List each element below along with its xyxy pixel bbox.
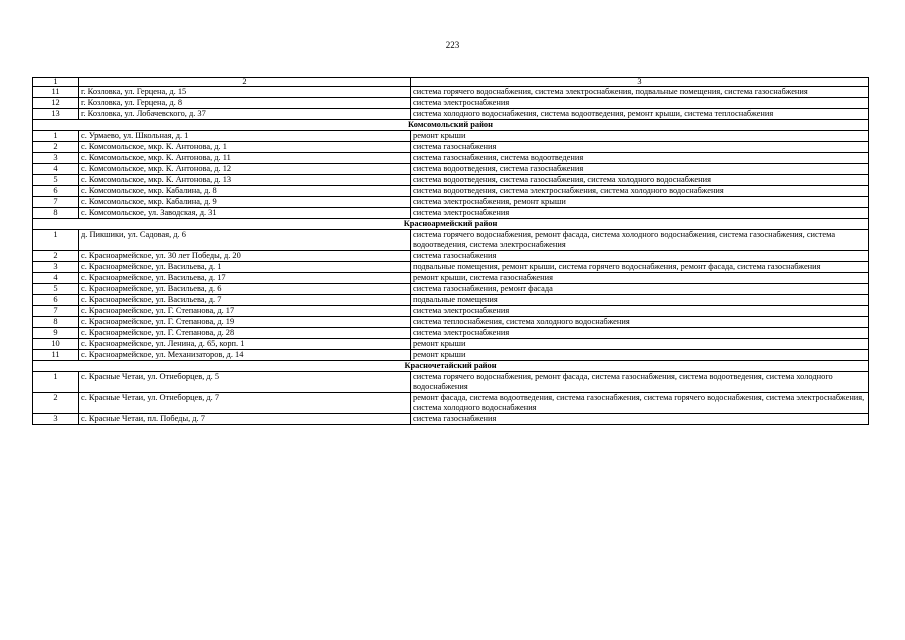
address-cell: с. Комсомольское, мкр. Кабалина, д. 8 [79,186,411,197]
row-number-cell: 3 [33,414,79,425]
table-row [33,284,869,295]
works-cell: подвальные помещения, ремонт крыши, система горячего водоснабжения, ремонт фасада, система газоснабжения [411,262,869,273]
row-number-cell: 5 [33,175,79,186]
row-number-cell: 6 [33,295,79,306]
table-row [33,98,869,109]
table-row [33,109,869,120]
works-cell: система электроснабжения [411,208,869,219]
address-cell: г. Козловка, ул. Лобачевского, д. 37 [79,109,411,120]
address-cell: с. Красноармейское, ул. Васильева, д. 6 [79,284,411,295]
table-row [33,372,869,393]
row-number-cell: 11 [33,350,79,361]
address-cell: с. Красноармейское, ул. Васильева, д. 1 [79,262,411,273]
works-cell: система электроснабжения, ремонт крыши [411,197,869,208]
address-cell: с. Комсомольское, мкр. К. Антонова, д. 13 [79,175,411,186]
table-header-row [33,78,869,87]
row-number-cell: 7 [33,306,79,317]
row-number-cell: 4 [33,164,79,175]
address-cell: с. Красноармейское, ул. Г. Степанова, д. 17 [79,306,411,317]
table-row [33,339,869,350]
row-number-cell: 2 [33,251,79,262]
address-cell: с. Красные Четаи, пл. Победы, д. 7 [79,414,411,425]
works-cell: система газоснабжения [411,251,869,262]
works-cell: система водоотведения, система газоснабжения, система холодного водоснабжения [411,175,869,186]
header-col-1: 1 [33,78,79,87]
address-cell: с. Красноармейское, ул. 30 лет Победы, д. 20 [79,251,411,262]
table-row [33,306,869,317]
district-heading: Комсомольский район [33,120,869,131]
works-cell: ремонт крыши [411,339,869,350]
works-cell: система водоотведения, система электроснабжения, система холодного водоснабжения [411,186,869,197]
works-cell: система водоотведения, система газоснабжения [411,164,869,175]
works-cell: система теплоснабжения, система холодного водоснабжения [411,317,869,328]
works-cell: ремонт фасада, система водоотведения, система газоснабжения, система горячего водоснабжения, система электроснабжения, система холодного водоснабжения [411,393,869,414]
district-heading-row [33,361,869,372]
table-row [33,131,869,142]
address-cell: с. Комсомольское, ул. Заводская, д. 31 [79,208,411,219]
table-row [33,186,869,197]
works-cell: система горячего водоснабжения, ремонт фасада, система холодного водоснабжения, система газоснабжения, система водоотведения, система электроснабжения [411,230,869,251]
table-body [33,78,869,425]
works-cell: система горячего водоснабжения, ремонт фасада, система газоснабжения, система водоотведения, система холодного водоснабжения [411,372,869,393]
row-number-cell: 5 [33,284,79,295]
works-cell: система электроснабжения [411,328,869,339]
row-number-cell: 13 [33,109,79,120]
table-row [33,328,869,339]
table-row [33,350,869,361]
table-row [33,153,869,164]
table-row [33,317,869,328]
address-cell: с. Комсомольское, мкр. К. Антонова, д. 12 [79,164,411,175]
address-cell: с. Комсомольское, мкр. Кабалина, д. 9 [79,197,411,208]
table-row [33,87,869,98]
address-cell: с. Красноармейское, ул. Васильева, д. 7 [79,295,411,306]
table-row [33,295,869,306]
table-row [33,208,869,219]
table-row [33,251,869,262]
address-cell: с. Красные Четаи, ул. Отнеборцев, д. 7 [79,393,411,414]
row-number-cell: 12 [33,98,79,109]
address-cell: г. Козловка, ул. Герцена, д. 8 [79,98,411,109]
table-row [33,262,869,273]
works-cell: система холодного водоснабжения, система водоотведения, ремонт крыши, система теплоснабжения [411,109,869,120]
row-number-cell: 6 [33,186,79,197]
table-row [33,414,869,425]
address-cell: с. Красноармейское, ул. Васильева, д. 17 [79,273,411,284]
table-row [33,175,869,186]
row-number-cell: 10 [33,339,79,350]
works-cell: подвальные помещения [411,295,869,306]
row-number-cell: 8 [33,317,79,328]
district-heading: Красночетайский район [33,361,869,372]
address-cell: с. Красные Четаи, ул. Отнеборцев, д. 5 [79,372,411,393]
works-cell: система газоснабжения [411,142,869,153]
address-cell: с. Красноармейское, ул. Г. Степанова, д. 19 [79,317,411,328]
district-heading-row [33,219,869,230]
district-heading: Красноармейский район [33,219,869,230]
row-number-cell: 4 [33,273,79,284]
row-number-cell: 1 [33,372,79,393]
table-row [33,142,869,153]
works-cell: система газоснабжения [411,414,869,425]
works-cell: система электроснабжения [411,98,869,109]
row-number-cell: 11 [33,87,79,98]
header-col-3: 3 [411,78,869,87]
row-number-cell: 7 [33,197,79,208]
works-cell: ремонт крыши [411,350,869,361]
table-row [33,393,869,414]
works-cell: система газоснабжения, ремонт фасада [411,284,869,295]
works-cell: система электроснабжения [411,306,869,317]
page-number: 223 [445,40,460,50]
works-cell: ремонт крыши, система газоснабжения [411,273,869,284]
row-number-cell: 3 [33,153,79,164]
table-row [33,230,869,251]
address-cell: г. Козловка, ул. Герцена, д. 15 [79,87,411,98]
district-heading-row [33,120,869,131]
address-cell: с. Красноармейское, ул. Ленина, д. 65, корп. 1 [79,339,411,350]
row-number-cell: 2 [33,142,79,153]
row-number-cell: 9 [33,328,79,339]
row-number-cell: 8 [33,208,79,219]
table-row [33,273,869,284]
table-row [33,197,869,208]
address-cell: с. Комсомольское, мкр. К. Антонова, д. 11 [79,153,411,164]
header-col-2: 2 [79,78,411,87]
works-cell: система газоснабжения, система водоотведения [411,153,869,164]
row-number-cell: 1 [33,230,79,251]
works-cell: ремонт крыши [411,131,869,142]
address-cell: с. Комсомольское, мкр. К. Антонова, д. 1 [79,142,411,153]
address-cell: д. Пикшики, ул. Садовая, д. 6 [79,230,411,251]
address-cell: с. Красноармейское, ул. Механизаторов, д. 14 [79,350,411,361]
row-number-cell: 2 [33,393,79,414]
repair-register-table [32,77,869,425]
works-cell: система горячего водоснабжения, система электроснабжения, подвальные помещения, система газоснабжения [411,87,869,98]
address-cell: с. Красноармейское, ул. Г. Степанова, д. 28 [79,328,411,339]
address-cell: с. Урмаево, ул. Школьная, д. 1 [79,131,411,142]
row-number-cell: 3 [33,262,79,273]
row-number-cell: 1 [33,131,79,142]
table-row [33,164,869,175]
